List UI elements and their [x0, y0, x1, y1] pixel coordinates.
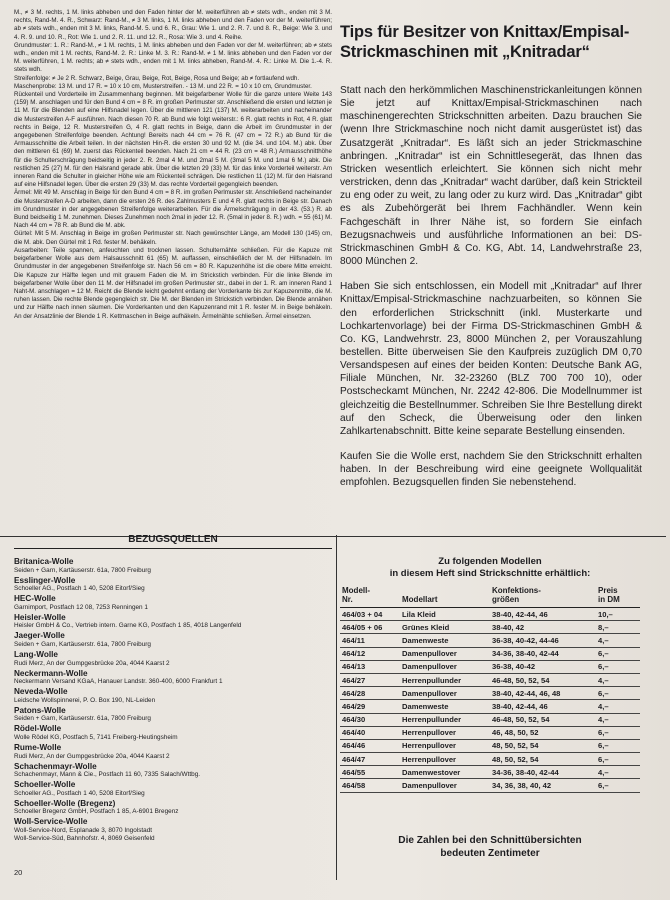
cell-model-nr: 464/03 + 04 — [340, 608, 400, 621]
cell-model-nr: 464/13 — [340, 660, 400, 673]
section-divider-vertical — [336, 535, 337, 880]
cell-preis: 6,– — [596, 726, 640, 739]
cell-groessen: 38-40, 42-44, 46, 48 — [490, 687, 596, 700]
cell-groessen: 36-38, 40-42 — [490, 660, 596, 673]
cell-model-nr: 464/30 — [340, 713, 400, 726]
cell-preis: 6,– — [596, 739, 640, 752]
supplier-list — [14, 557, 332, 843]
cell-groessen: 46-48, 50, 52, 54 — [490, 673, 596, 686]
supplier-address: Seiden + Garn, Kartäuserstr. 61a, 7800 Freiburg — [14, 715, 151, 723]
tips-paragraph-0: Statt nach den herkömmlichen Maschinenstrickanleitungen können Sie jetzt auf Knittax/Empisal-Strickmaschinen nach maschinengerechten Strickschnitten arbeiten. Dazu brauchen Sie (wenn Ihre Strickmaschine noch nicht damit ausgerüstet ist) das Zusatzgerät „Knitradar“. Es läßt sich an jeder Strickmaschine anbringen. „Knitradar“ ist ein Schnittlesegerät, das Ihnen das Stricken wesentlich erleichtert. Sie können sich nicht mehr verstricken, denn das „Knitradar“ wacht darüber, daß kein Strickteil zu eng oder zu weit, zu lang oder zu kurz wird. Das „Knitradar“ gibt es als Zubehörgerät bei Ihrem Fachhändler. Wenn kein Fachgeschäft in Ihrer Nähe ist, so fordern Sie einfach Bezugsnachweis und ausführliche Informationen an bei: DS-Strickmaschinen GmbH & Co. KG, Abt. 14, Landwehrstraße 23, 8000 München 2. — [340, 85, 642, 268]
cell-modellart: Herrenpullover — [400, 753, 490, 766]
supplier-item — [14, 613, 332, 631]
instruction-paragraph-4: Rückenteil und Vorderteile im Zusammenhang beginnen. Mit beigefarbener Wolle für die ganze untere Weite 143 (159) M. anschlagen und für den Bund 4 cm = 8 R. im großen Perlmuster str. Anschließend die ersten und letzten je 11 M. für die Blenden auf eine Hilfsnadel legen. Über die mittleren 121 (137) M. weiterarbeiten und nacheinander die Musterstreifen A-F ausführen. Nach diesen 70 R. ab Bund wie folgt weiterstr.: 6 R. glatt rechts in Rot, 4 R. glatt rechts in Beige, 12 R. Musterstreifen G, 4 R. glatt rechts in Beige, dann die Arbeit im Grundmuster in der angegebenen Streifenfolge beenden. Achtung! Bereits nach 44 cm = 76 R. (47 cm = 72 R.) ab Bund für die Armausschnitte die Arbeit teilen. In der nächsten Hin-R. die ersten 30 und 92 M. (die 34. und 104. M.) abk. Über den mittleren 61 (69) M. zuerst das Rückenteil beenden. Nach 21 cm = 44 R. (23 cm = 48 R.) Armausschnitthöhe für die Schulterschrägung beidseitig in jeder 2. R. 2mal 4 M. und 2mal 5 M. (3mal 5 M. und 1mal 6 M.) abk. Die restlichen 25 (27) M. für den Halsrand gerade abk. Über die letzten 29 (33) M. für das linke Vorderteil weiterstr. Am inneren Rand die Schulter in gleicher Höhe wie am Rückenteil schrägen. Die restlichen 11 (12) M. für den Halsrand auf eine Hilfsnadel legen. Über die ersten 29 (33) M. das rechte Vorderteil gegengleich beenden. — [14, 91, 332, 189]
supplier-item — [14, 762, 332, 780]
supplier-address: Rudi Merz, An der Gumpgesbrücke 20a, 4044 Kaarst 2 — [14, 752, 170, 760]
cell-modellart: Damenweste — [400, 700, 490, 713]
cell-groessen: 34-36, 38-40, 42-44 — [490, 766, 596, 779]
supplier-name: Schoeller-Wolle — [14, 780, 76, 790]
supplier-name: Woll-Service-Wolle — [14, 817, 88, 827]
supplier-address: Garnimport, Postfach 12 08, 7253 Renningen 1 — [14, 603, 148, 611]
cell-preis: 6,– — [596, 660, 640, 673]
table-row — [340, 766, 640, 779]
supplier-item — [14, 799, 332, 817]
supplier-name: Lang-Wolle — [14, 649, 58, 659]
cell-model-nr: 464/11 — [340, 634, 400, 647]
supplier-item — [14, 724, 332, 742]
table-row — [340, 660, 640, 673]
cell-preis: 8,– — [596, 621, 640, 634]
cell-model-nr: 464/40 — [340, 726, 400, 739]
supplier-item — [14, 687, 332, 705]
cell-modellart: Damenpullover — [400, 687, 490, 700]
cell-preis: 4,– — [596, 766, 640, 779]
table-row — [340, 739, 640, 752]
table-row — [340, 700, 640, 713]
supplier-address: Woll-Service-Nord, Esplanade 3, 8070 Ingolstadt Woll-Service-Süd, Bahnhofstr. 4, 8069 Geisenfeld — [14, 826, 155, 842]
supplier-address: Schoeller AG., Postfach 1 40, 5208 Eitorf/Sieg — [14, 789, 145, 797]
supplier-item — [14, 706, 332, 724]
cell-model-nr: 464/58 — [340, 779, 400, 792]
cell-preis: 10,– — [596, 608, 640, 621]
table-body — [340, 608, 640, 793]
footer-note: Die Zahlen bei den Schnittübersichten bedeuten Zentimeter — [398, 835, 582, 859]
cell-groessen: 38-40, 42 — [490, 621, 596, 634]
instruction-paragraph-6: Gürtel: Mit 5 M. Anschlag in Beige im großen Perlmuster str. Nach gewünschter Länge, am Modell 130 (145) cm, die M. abk. Den Gürtel mit 1 Rd. fester M. behäkeln. — [14, 230, 332, 246]
table-row — [340, 647, 640, 660]
instruction-paragraph-5: Ärmel: Mit 49 M. Anschlag in Beige für den Bund 4 cm = 8 R. im großen Perlmuster str. Anschließend nacheinander die Musterstreifen A-D arbeiten, dann die ersten 26 R. des Zahlmusters E und 4 R. glatt rechts in Beige str. Danach im Grundmuster in der angegebenen Streifenfolge weiterarbeiten. Für die Ärmelschrägung in der 43. (53.) R. ab Bund beidseitig 1 M. zunehmen. Dieses Zunehmen noch 2mal in jeder 12. R. (5mal in jeder 8. R.) wdh. = 55 (61) M. Nach 44 cm = 78 R. ab Bund die M. abk. — [14, 189, 332, 230]
supplier-name: Rödel-Wolle — [14, 724, 62, 734]
table-row — [340, 634, 640, 647]
instruction-paragraph-2: Streifenfolge: ≠ Je 2 R. Schwarz, Beige, Grau, Beige, Rot, Beige, Rosa und Beige; ab ≠ fortlaufend wdh. — [14, 74, 300, 82]
tips-paragraph-2: Kaufen Sie die Wolle erst, nachdem Sie den Strickschnitt erhalten haben. In der Beschreibung wird eine geeignete Wollqualität empfohlen. Bezugsquellen finden Sie nebenstehend. — [340, 451, 642, 489]
cell-modellart: Herrenpullunder — [400, 713, 490, 726]
instruction-paragraph-0: M., ≠ 3 M. rechts, 1 M. links abheben und den Faden hinter der M. weiterführen ab ≠ stets wdh., enden mit 3 M. rechts, Rand-M. 4. R., Schwarz: Rand-M., ≠ 3 M. links, 1 M. links abheben und den Faden vor der M. weiterführen; ab ≠ stets wdh., enden mit 3 M. links, Rand-M. 5. und 6. R., Grau: Wie 1. und 2. R. 7. und 8. R., Beige: Wie 3. und 4. R. 9. und 10. R., Rot: Wie 1. und 2. R. 11. und 12. R., Rosa: Wie 3. und 4. Reihe. — [14, 9, 332, 41]
supplier-item — [14, 594, 332, 612]
instruction-paragraph-7: Ausarbeiten: Teile spannen, anfeuchten und trocknen lassen. Schulternähte schließen. Für die Kapuze mit beigefarbener Wolle aus dem Halsausschnitt 61 (65) M. auffassen, einschließlich der M. der Hilfsnadeln. Im Grundmuster in der angegebenen Streifenfolge str. Nach 56 cm = 80 R. Kapuzenhöhe ist die obere Mitte erreicht. Die Kapuze zur Hälfte legen und mit grauem Faden die M. im Strickstich verbinden. Für die linke Blende im beigefarbener Wolle über den 11 M. der Hilfsnadel im großen Perlmuster str., dabei in der 1. R. am inneren Rand 1 Naht-M. anschlagen = 12 M. Reicht die Blende leicht gedehnt entlang der Vorderkante bis zur Kapuzenmitte, die M. ruhen lassen. Die rechte Blende gegengleich str. Die M. der Blenden im Strickstich verbinden. Die Blende annähen und zur Hälfte nach innen säumen. Die Vorderkanten und den Kapuzenrand mit 1 R. fester M. in Beige behäkeln. An der Ansatzlinie der Blende 1 R. Kettmaschen in Beige aufhäkeln. Ärmelnähte schließen. Ärmel einsetzen. — [14, 246, 332, 320]
supplier-address: Rudi Merz, An der Gumpgesbrücke 20a, 4044 Kaarst 2 — [14, 659, 170, 667]
cell-modellart: Lila Kleid — [400, 608, 490, 621]
tips-paragraph-1: Haben Sie sich entschlossen, ein Modell mit „Knitradar“ auf Ihrer Knittax/Empisal-Strickmaschine nachzuarbeiten, so können Sie den erforderlichen Strickschnitt (inkl. Musterkarte und Lochkartenvorlage) bei der Firma DS-Strickmaschinen GmbH & Co. KG, Landwehrstr. 23, 8000 München 2, per Vorauszahlung bestellen. Bitte überweisen Sie den Kaufpreis zuzüglich DM 0,70 Versandspesen auf eines der beiden Konten: Deutsche Bank AG, Filiale München, Nr. 32-23260 (BLZ 700 700 10), oder Postscheckamt München, Nr. 2242 42-806. Die Modellnummer ist gleichzeitig die Bestellnummer. Schreiben Sie Ihre Bestellung direkt auf den Scheck, die Überweisung oder den linken Zahlkartenabschnitt. Bitte keine separate Bestellung einsenden. — [340, 281, 642, 437]
table-row — [340, 608, 640, 621]
table-row — [340, 779, 640, 792]
cell-groessen: 36-38, 40-42, 44-46 — [490, 634, 596, 647]
supplier-address: Seiden + Garn, Kartäuserstr. 61a, 7800 Freiburg — [14, 566, 151, 574]
cell-modellart: Damenpullover — [400, 779, 490, 792]
table-row — [340, 753, 640, 766]
cell-preis: 4,– — [596, 713, 640, 726]
cell-groessen: 34, 36, 38, 40, 42 — [490, 779, 596, 792]
supplier-item — [14, 557, 332, 575]
cell-groessen: 46-48, 50, 52, 54 — [490, 713, 596, 726]
tips-section — [340, 22, 642, 502]
supplier-address: Seiden + Garn, Kartäuserstr. 61a, 7800 Freiburg — [14, 640, 151, 648]
header-preis: Preis in DM — [596, 585, 640, 608]
supplier-item — [14, 780, 332, 798]
supplier-name: Neckermann-Wolle — [14, 668, 88, 678]
supplier-item — [14, 650, 332, 668]
bezugsquellen-title: BEZUGSQUELLEN — [14, 534, 332, 549]
cell-model-nr: 464/55 — [340, 766, 400, 779]
supplier-address: Schoeller Bregenz GmbH, Postfach 1 85, A-6901 Bregenz — [14, 808, 179, 816]
cell-preis: 6,– — [596, 687, 640, 700]
supplier-name: Neveda-Wolle — [14, 687, 68, 697]
supplier-name: Heisler-Wolle — [14, 612, 66, 622]
supplier-name: Schachenmayr-Wolle — [14, 761, 97, 771]
table-row — [340, 726, 640, 739]
supplier-name: Patons-Wolle — [14, 705, 66, 715]
cell-modellart: Grünes Kleid — [400, 621, 490, 634]
supplier-name: Esslinger-Wolle — [14, 575, 76, 585]
supplier-name: HEC-Wolle — [14, 594, 56, 604]
cell-preis: 4,– — [596, 700, 640, 713]
cell-preis: 4,– — [596, 634, 640, 647]
knitting-instructions — [14, 9, 332, 321]
page-number: 20 — [14, 868, 23, 877]
cell-model-nr: 464/28 — [340, 687, 400, 700]
cell-preis: 6,– — [596, 779, 640, 792]
cell-modellart: Herrenpullunder — [400, 673, 490, 686]
table-row — [340, 673, 640, 686]
cell-modellart: Damenpullover — [400, 660, 490, 673]
supplier-address: Wolle Rödel KG, Postfach 5, 7141 Freiberg-Heutingsheim — [14, 733, 178, 741]
table-row — [340, 621, 640, 634]
cell-groessen: 48, 50, 52, 54 — [490, 739, 596, 752]
cell-model-nr: 464/47 — [340, 753, 400, 766]
cell-preis: 6,– — [596, 647, 640, 660]
header-groessen: Konfektions- größen — [490, 585, 596, 608]
cell-modellart: Damenwestover — [400, 766, 490, 779]
supplier-name: Rume-Wolle — [14, 742, 62, 752]
supplier-item — [14, 669, 332, 687]
pattern-table-section — [340, 556, 640, 793]
cell-groessen: 48, 50, 52, 54 — [490, 753, 596, 766]
instruction-paragraph-3: Maschenprobe: 13 M. und 17 R. = 10 x 10 cm, Musterstreifen. - 13 M. und 22 R. = 10 x 10 cm, Grundmuster. — [14, 82, 312, 90]
supplier-address: Schachenmayr, Mann & Cie., Postfach 11 60, 7335 Salach/Wttbg. — [14, 771, 201, 779]
cell-groessen: 46, 48, 50, 52 — [490, 726, 596, 739]
tips-title: Tips für Besitzer von Knittax/Empisal-Strickmaschinen mit „Knitradar“ — [340, 23, 630, 61]
supplier-address: Leidsche Wollspinnerei, P. O. Box 190, NL-Leiden — [14, 696, 156, 704]
table-row — [340, 687, 640, 700]
cell-preis: 6,– — [596, 753, 640, 766]
supplier-name: Jaeger-Wolle — [14, 631, 65, 641]
cell-groessen: 38-40, 42-44, 46 — [490, 700, 596, 713]
supplier-address: Neckermann Versand KGaA, Hanauer Landstr. 360-400, 6000 Frankfurt 1 — [14, 678, 223, 686]
cell-modellart: Damenpullover — [400, 647, 490, 660]
instruction-paragraph-1: Grundmuster: 1. R.: Rand-M., ≠ 1 M. rechts, 1 M. links abheben und den Faden vor der M. weiterführen; ab ≠ stets wdh., enden mit 1 M. rechts, Rand-M. 2. R.: Linke M. 3. R.: Rand-M. ≠ 1 M. links abheben und den Faden vor der M. weiterführen, 1 M. rechts; ab ≠ stets wdh., enden mit 1 M. links abheben, Rand-M. 4. R.: Linke M. Die 1.-4. R. stets wdh. — [14, 41, 332, 74]
supplier-item — [14, 817, 332, 843]
supplier-address: Schoeller AG., Postfach 1 40, 5208 Eitorf/Sieg — [14, 585, 145, 593]
cell-groessen: 34-36, 38-40, 42-44 — [490, 647, 596, 660]
cell-modellart: Damenweste — [400, 634, 490, 647]
cell-model-nr: 464/29 — [340, 700, 400, 713]
cell-model-nr: 464/27 — [340, 673, 400, 686]
header-model-nr: Modell- Nr. — [340, 585, 400, 608]
header-modellart: Modellart — [400, 585, 490, 608]
cell-model-nr: 464/46 — [340, 739, 400, 752]
supplier-item — [14, 743, 332, 761]
table-header-row — [340, 585, 640, 608]
cell-preis: 4,– — [596, 673, 640, 686]
cell-model-nr: 464/05 + 06 — [340, 621, 400, 634]
cell-modellart: Herrenpullover — [400, 726, 490, 739]
cell-modellart: Herrenpullover — [400, 739, 490, 752]
bezugsquellen-section — [14, 534, 332, 844]
table-row — [340, 713, 640, 726]
supplier-address: Heisler GmbH & Co., Vertrieb intern. Garne KG, Postfach 1 85, 4018 Langenfeld — [14, 622, 242, 630]
supplier-name: Britanica-Wolle — [14, 557, 74, 566]
supplier-name: Schoeller-Wolle (Bregenz) — [14, 798, 116, 808]
table-title: Zu folgenden Modellen in diesem Heft sind Strickschnitte erhältlich: — [389, 556, 591, 579]
supplier-item — [14, 631, 332, 649]
cell-groessen: 38-40, 42-44, 46 — [490, 608, 596, 621]
supplier-item — [14, 576, 332, 594]
pattern-table — [340, 585, 640, 793]
cell-model-nr: 464/12 — [340, 647, 400, 660]
